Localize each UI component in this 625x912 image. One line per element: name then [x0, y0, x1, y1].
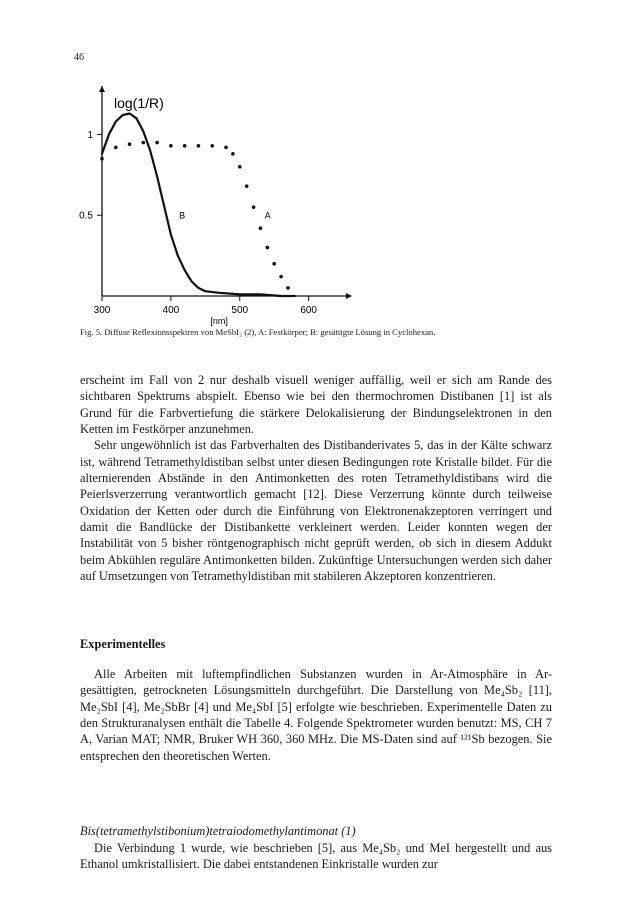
x-axis-arrow — [346, 293, 352, 299]
page-number: 46 — [74, 52, 84, 63]
y-axis-arrow — [99, 86, 105, 92]
y-axis-label: log(1/R) — [114, 95, 164, 111]
series-A-point — [100, 157, 104, 161]
series-A-point — [238, 165, 242, 169]
paragraph-2: Sehr ungewöhnlich ist das Farbverhalten des Distibanderivates 5, das in der Kälte schwarz ist, während Tetramethyldistiban selbst unter diesen Bedingungen rote Kristalle bildet. Für die alternierenden Abstände in den Antimonketten des roten Tetramethyldistibans wird die Peierlsverzerrung verantwortlich gemacht [12]. Diese Verzerrung könnte durch teilweise Oxidation der Ketten oder durch die Einführung von Elektronenakzeptoren verringert und damit die Bandlücke der Distibankette verkleinert werden. Leider konnten wegen der Instabilität von 5 bisher röntgenographisch nicht geprüft werden, ob sich in diesem Addukt beim Abkühlen reguläre Antimonketten bilden. Zukünftige Untersuchungen werden sich daher auf Umsetzungen von Tetramethyldistiban mit stabileren Akzeptoren konzentrieren. — [80, 438, 552, 584]
x-tick-label: 500 — [231, 305, 249, 316]
series-A-point — [155, 141, 159, 145]
paragraph-3: Alle Arbeiten mit luftempfindlichen Substanzen wurden in Ar-Atmosphäre in Ar-gesättigten, getrockneten Lösungsmitteln durchgeführt. Die Darstellung von Me₄Sb₂ [11], Me₂SbI [4], Me₂SbBr [4] und Me₄SbI [5] erfolgte wie beschrieben. Experimentelle Daten zu den Strukturanalysen enthält die Tabelle 4. Folgende Spektrometer wurden benutzt: MS, CH 7 A, Varian MAT; NMR, Bruker WH 360, 360 MHz. Die MS-Daten sind auf ¹²¹Sb bezogen. Sie entsprechen den theoretischen Werten. — [80, 667, 552, 763]
series-A-point — [169, 144, 173, 148]
series-A-point — [197, 144, 201, 148]
series-A-label: A — [264, 210, 271, 221]
series-B-label: B — [179, 210, 186, 221]
x-tick-label: 600 — [300, 305, 318, 316]
y-tick-label: 0.5 — [79, 210, 93, 222]
x-axis-label: [nm] — [210, 316, 228, 326]
x-tick-label: 400 — [162, 305, 180, 316]
series-A-point — [272, 262, 276, 266]
series-A-point — [210, 144, 214, 148]
body-text-block-2 — [80, 666, 552, 764]
series-A-point — [224, 146, 228, 150]
series-A-point — [231, 152, 235, 156]
series-A-point — [114, 146, 118, 150]
chart-text-layer — [79, 95, 317, 326]
compound-subheading: Bis(tetramethylstibonium)tetraiodomethylantimonat (1) — [80, 824, 356, 838]
series-A-point — [286, 286, 290, 290]
series-A-point — [252, 205, 256, 209]
paragraph-4: Die Verbindung 1 wurde, wie beschrieben [5], aus Me₄Sb₂ und MeI hergestellt und aus Ethanol umkristallisiert. Die dabei entstandenen Einkristalle wurden zur — [80, 841, 552, 872]
series-layer — [100, 114, 295, 297]
x-tick-label: 300 — [93, 305, 111, 316]
y-tick-label: 1 — [87, 129, 93, 141]
body-text-block-3 — [80, 840, 552, 873]
section-heading: Experimentelles — [80, 637, 166, 651]
reflectance-spectrum-figure — [60, 70, 360, 326]
figure-caption: Fig. 5. Diffuse Reflexionsspektren von MeSbI₂ (2), A: Festkörper; B: gesättigte Lösung in Cyclohexan. — [80, 327, 436, 337]
series-A-point — [142, 141, 146, 145]
series-A-point — [266, 246, 270, 250]
body-text-block-1 — [80, 372, 552, 584]
series-A-point — [183, 144, 187, 148]
series-A-point — [128, 142, 132, 146]
series-A-point — [245, 184, 249, 188]
series-A-point — [279, 275, 283, 279]
paragraph-1: erscheint im Fall von 2 nur deshalb visuell weniger auffällig, weil er sich am Rande des sichtbaren Spektrums abspielt. Ebenso wie bei den thermochromen Distibanen [1] ist als Grund für die Farbvertiefung die stärkere Delokalisierung der Bindungselektronen in den Ketten im Festkörper anzunehmen. — [80, 373, 552, 437]
series-A-point — [259, 226, 263, 230]
series-B-line — [102, 114, 295, 297]
